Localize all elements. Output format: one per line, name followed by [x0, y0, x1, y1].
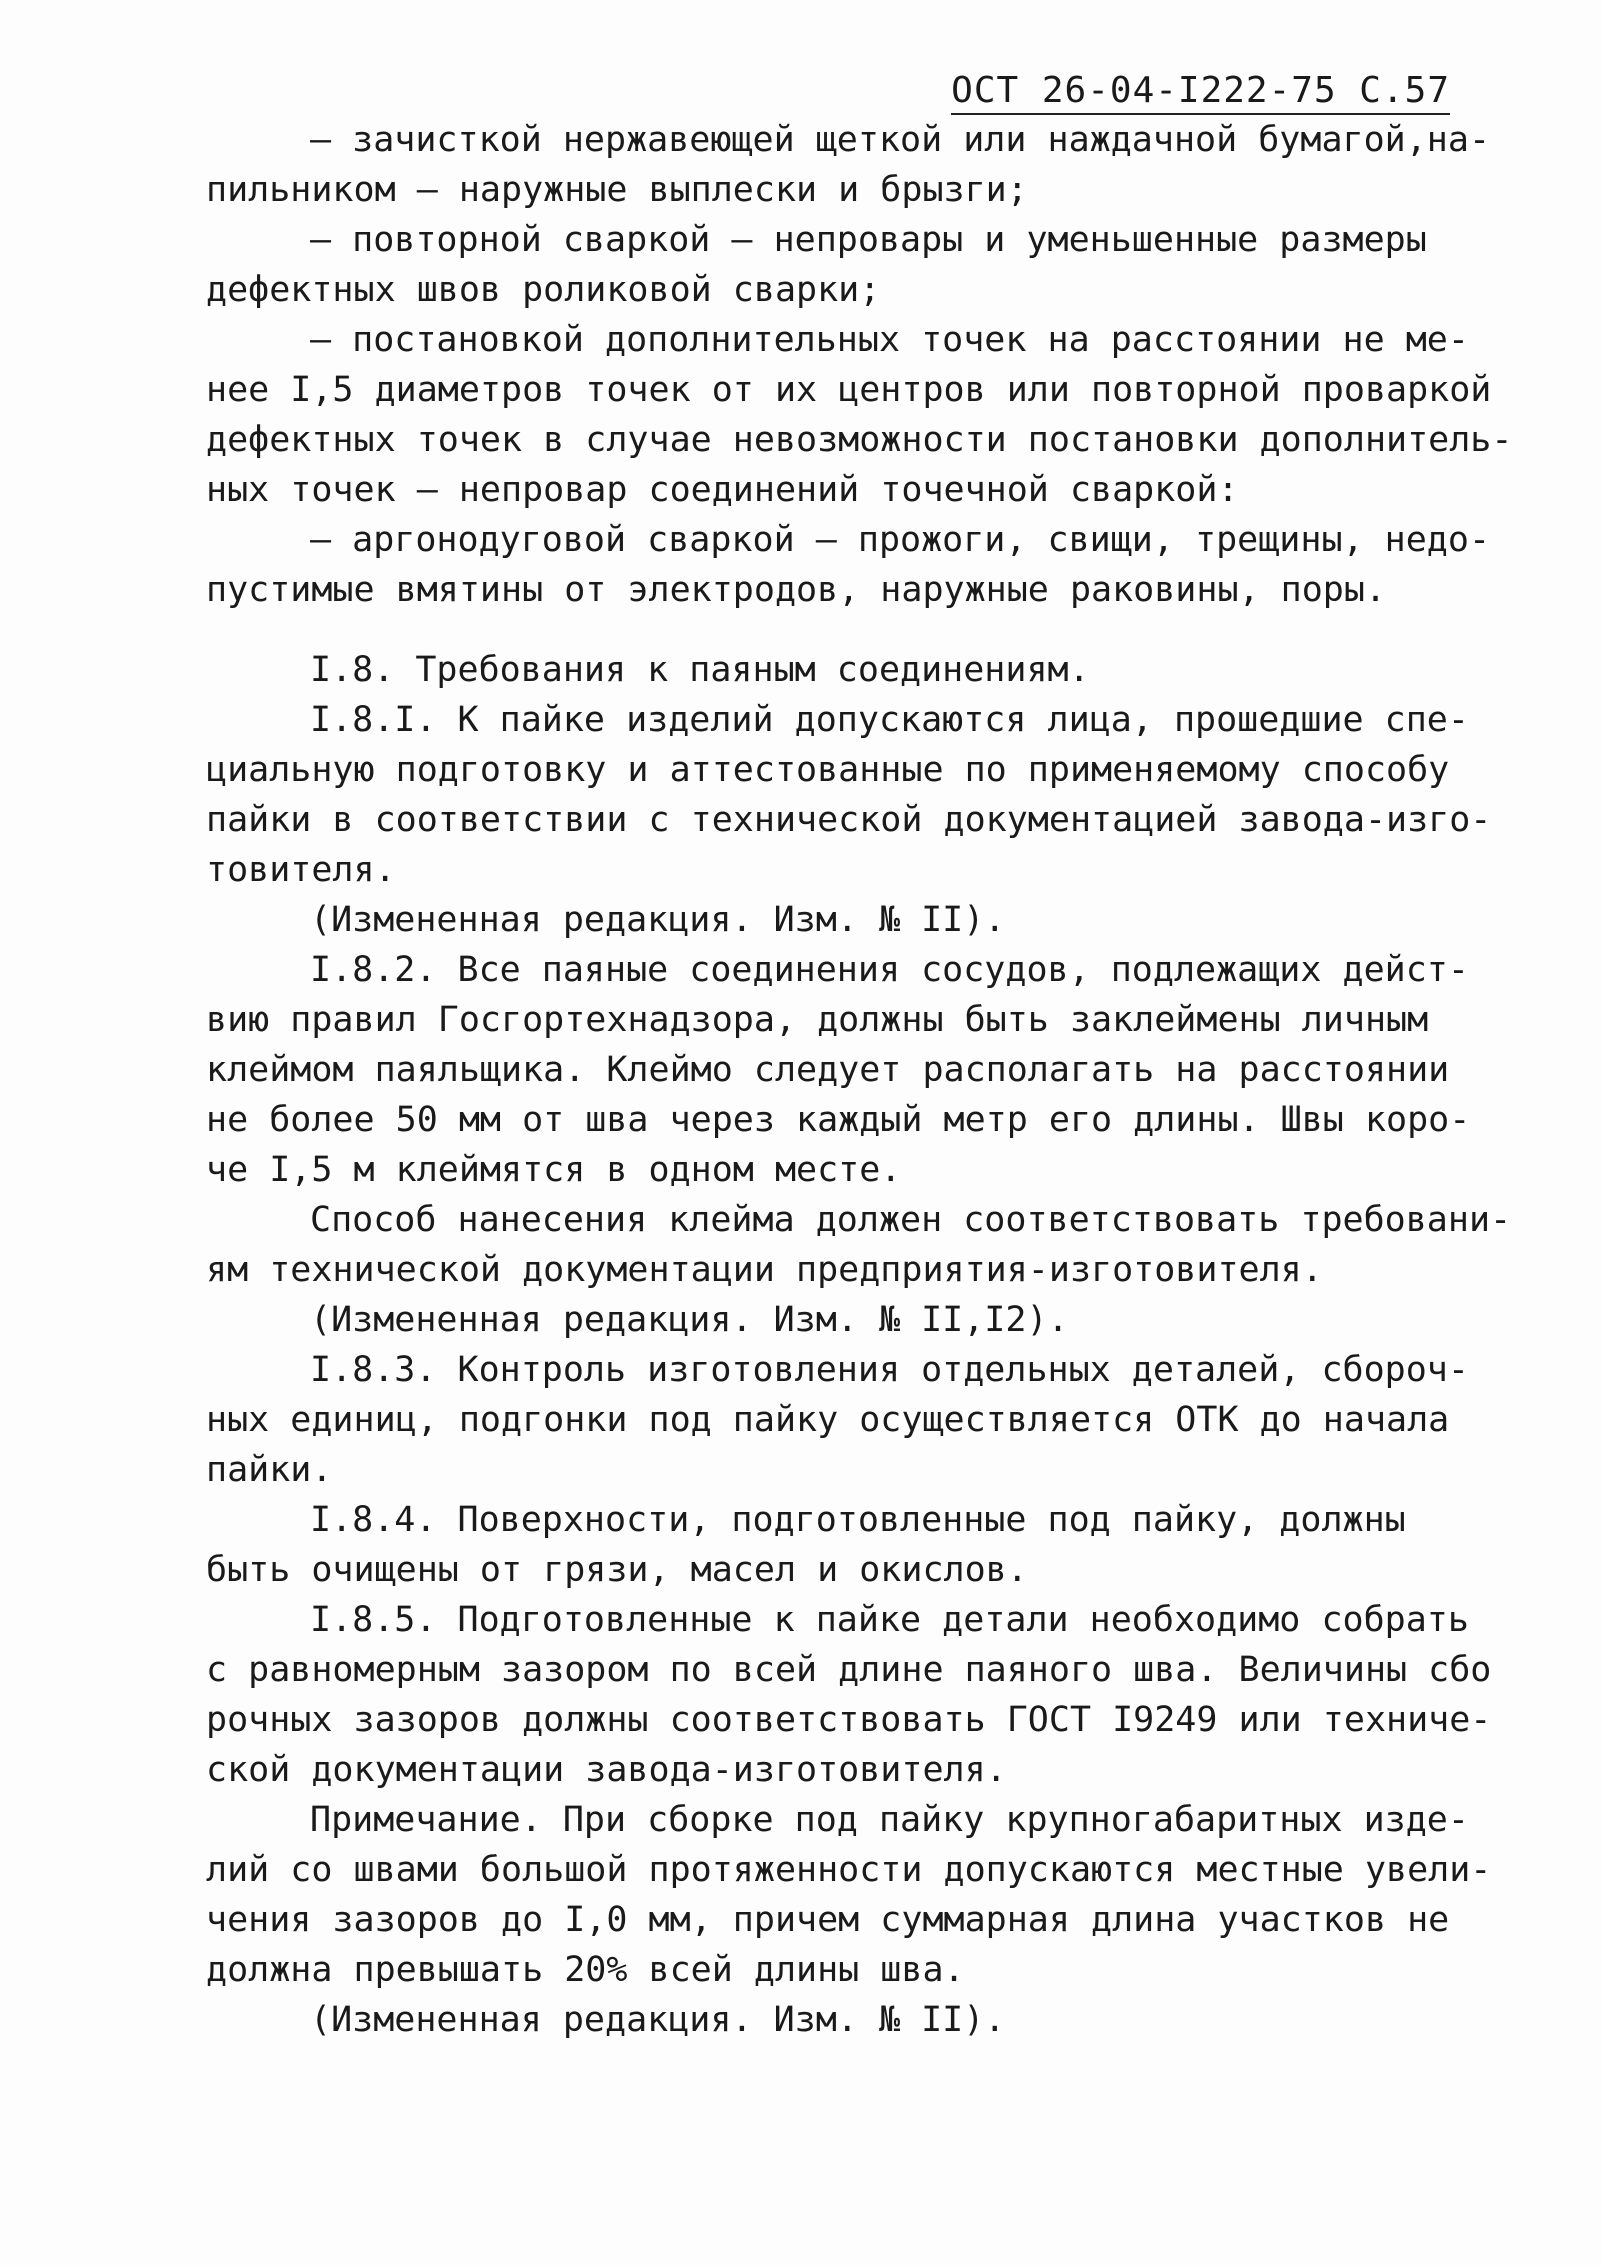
text-line: – зачисткой нержавеющей щеткой или наждачной бумагой,на- — [310, 120, 1491, 160]
text-line: (Измененная редакция. Изм. № II). — [310, 2000, 1006, 2040]
document-number: ОСТ 26-04-I222-75 С.57 — [951, 70, 1450, 115]
text-line: дефектных точек в случае невозможности постановки дополнитель- — [206, 420, 1513, 460]
text-line: пайки. — [206, 1450, 333, 1490]
text-line: I.8.3. Контроль изготовления отдельных деталей, сбороч- — [310, 1350, 1469, 1390]
text-line: I.8.I. К пайке изделий допускаются лица, прошедшие спе- — [310, 700, 1469, 740]
text-line: че I,5 м клеймятся в одном месте. — [206, 1150, 902, 1190]
text-line: вию правил Госгортехнадзора, должны быть заклеймены личным — [206, 1000, 1429, 1040]
text-line: I.8.2. Все паяные соединения сосудов, подлежащих дейст- — [310, 950, 1469, 990]
text-line: нее I,5 диаметров точек от их центров или повторной проваркой — [206, 370, 1492, 410]
text-line: I.8. Требования к паяным соединениям. — [310, 650, 1090, 690]
text-line: лий со швами большой протяженности допускаются местные увели- — [206, 1850, 1492, 1890]
text-line: рочных зазоров должны соответствовать ГОСТ I9249 или техниче- — [206, 1700, 1492, 1740]
text-line: дефектных швов роликовой сварки; — [206, 270, 881, 310]
text-line: I.8.5. Подготовленные к пайке детали необходимо собрать — [310, 1600, 1469, 1640]
text-line: Примечание. При сборке под пайку крупногабаритных изде- — [310, 1800, 1469, 1840]
text-line: с равномерным зазором по всей длине паяного шва. Величины сбо — [206, 1650, 1492, 1690]
text-line: Способ нанесения клейма должен соответствовать требовани- — [310, 1200, 1512, 1240]
text-line: чения зазоров до I,0 мм, причем суммарная длина участков не — [206, 1900, 1450, 1940]
text-line: пильником – наружные выплески и брызги; — [206, 170, 1028, 210]
text-line: (Измененная редакция. Изм. № II). — [310, 900, 1006, 940]
text-line: – повторной сваркой – непровары и уменьшенные размеры — [310, 220, 1427, 260]
text-line: не более 50 мм от шва через каждый метр его длины. Швы коро- — [206, 1100, 1471, 1140]
text-line: товителя. — [206, 850, 396, 890]
text-line: клеймом паяльщика. Клеймо следует располагать на расстоянии — [206, 1050, 1450, 1090]
text-line: – постановкой дополнительных точек на расстоянии не ме- — [310, 320, 1469, 360]
text-line: должна превышать 20% всей длины шва. — [206, 1950, 965, 1990]
text-line: ской документации завода-изготовителя. — [206, 1750, 1007, 1790]
text-line: быть очищены от грязи, масел и окислов. — [206, 1550, 1028, 1590]
text-line: ям технической документации предприятия-изготовителя. — [206, 1250, 1323, 1290]
text-line: ных точек – непровар соединений точечной сваркой: — [206, 470, 1239, 510]
text-line: ных единиц, подгонки под пайку осуществляется ОТК до начала — [206, 1400, 1450, 1440]
text-line: (Измененная редакция. Изм. № II,I2). — [310, 1300, 1069, 1340]
text-line: пустимые вмятины от электродов, наружные раковины, поры. — [206, 570, 1387, 610]
text-line: I.8.4. Поверхности, подготовленные под пайку, должны — [310, 1500, 1406, 1540]
text-line: пайки в соответствии с технической документацией завода-изго- — [206, 800, 1492, 840]
text-line: циальную подготовку и аттестованные по применяемому способу — [206, 750, 1450, 790]
text-line: – аргонодуговой сваркой – прожоги, свищи, трещины, недо- — [310, 520, 1491, 560]
